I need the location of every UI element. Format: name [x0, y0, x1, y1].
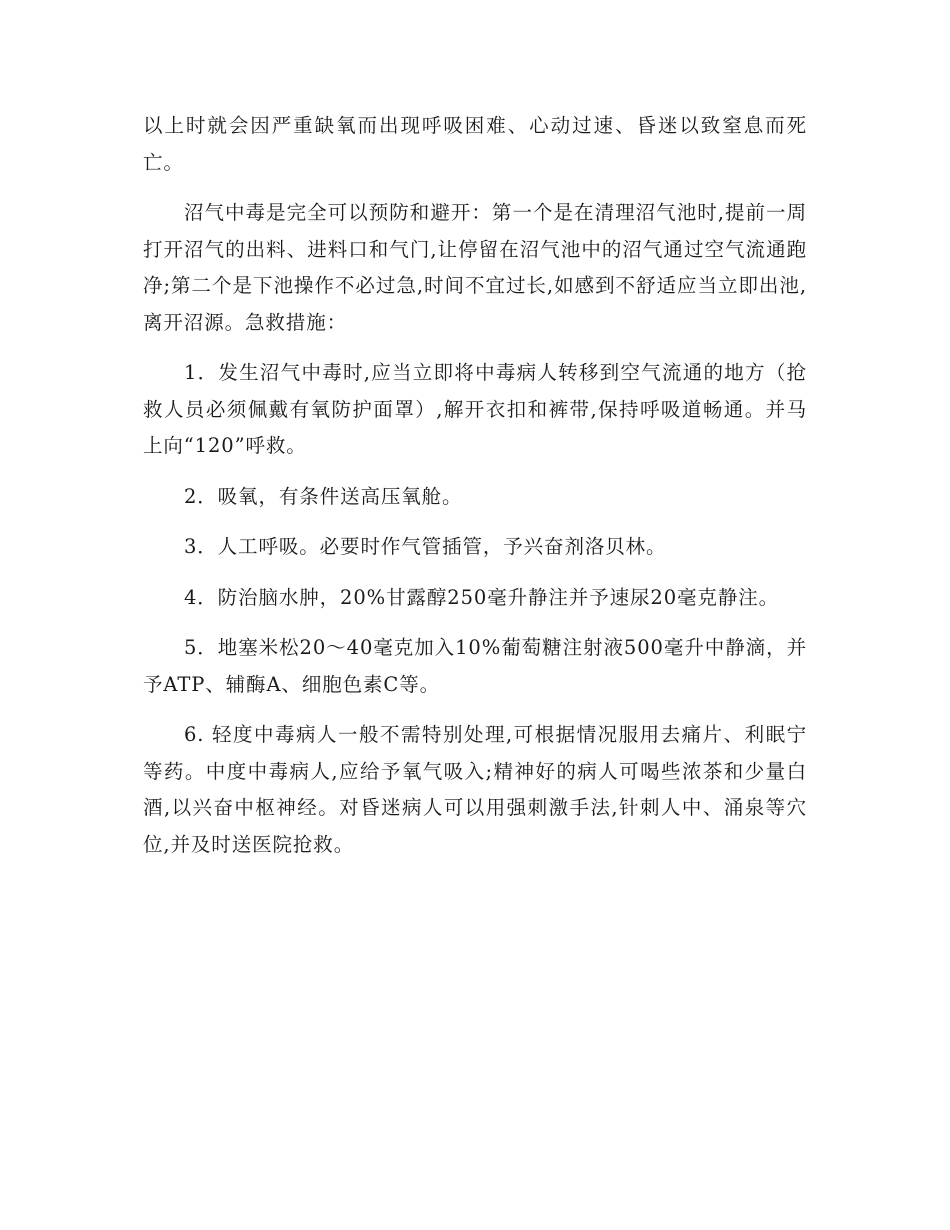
list-item-5: 5．地塞米松20～40毫克加入10%葡萄糖注射液500毫升中静滴，并予ATP、辅酶A、细胞色素C等。 [143, 636, 807, 696]
list-item-1: 1．发生沼气中毒时,应当立即将中毒病人转移到空气流通的地方（抢救人员必须佩戴有氧防护面罩）,解开衣扣和裤带,保持呼吸道畅通。并马上向“120”呼救。 [143, 361, 807, 457]
list-item-2: 2．吸氧，有条件送高压氧舱。 [183, 484, 463, 508]
document-body [143, 108, 807, 877]
list-item-6: 6. 轻度中毒病人一般不需特别处理,可根据情况服用去痛片、利眠宁等药。中度中毒病人,应给予氧气吸入;精神好的病人可喝些浓茶和少量白酒,以兴奋中枢神经。对昏迷病人可以用强刺激手法,针刺人中、涌泉等穴位,并及时送医院抢救。 [143, 723, 807, 856]
paragraph-prevention: 沼气中毒是完全可以预防和避开：第一个是在清理沼气池时,提前一周打开沼气的出料、进料口和气门,让停留在沼气池中的沼气通过空气流通跑净;第二个是下池操作不必过急,时间不宜过长,如感到不舒适应当立即出池,离开沼源。急救措施： [143, 201, 807, 334]
list-item-4: 4．防治脑水肿，20%甘露醇250毫升静注并予速尿20毫克静注。 [183, 585, 780, 609]
paragraph-continuation: 以上时就会因严重缺氧而出现呼吸困难、心动过速、昏迷以致窒息而死亡。 [143, 114, 807, 174]
list-item-3: 3．人工呼吸。必要时作气管插管，予兴奋剂洛贝林。 [183, 535, 667, 558]
